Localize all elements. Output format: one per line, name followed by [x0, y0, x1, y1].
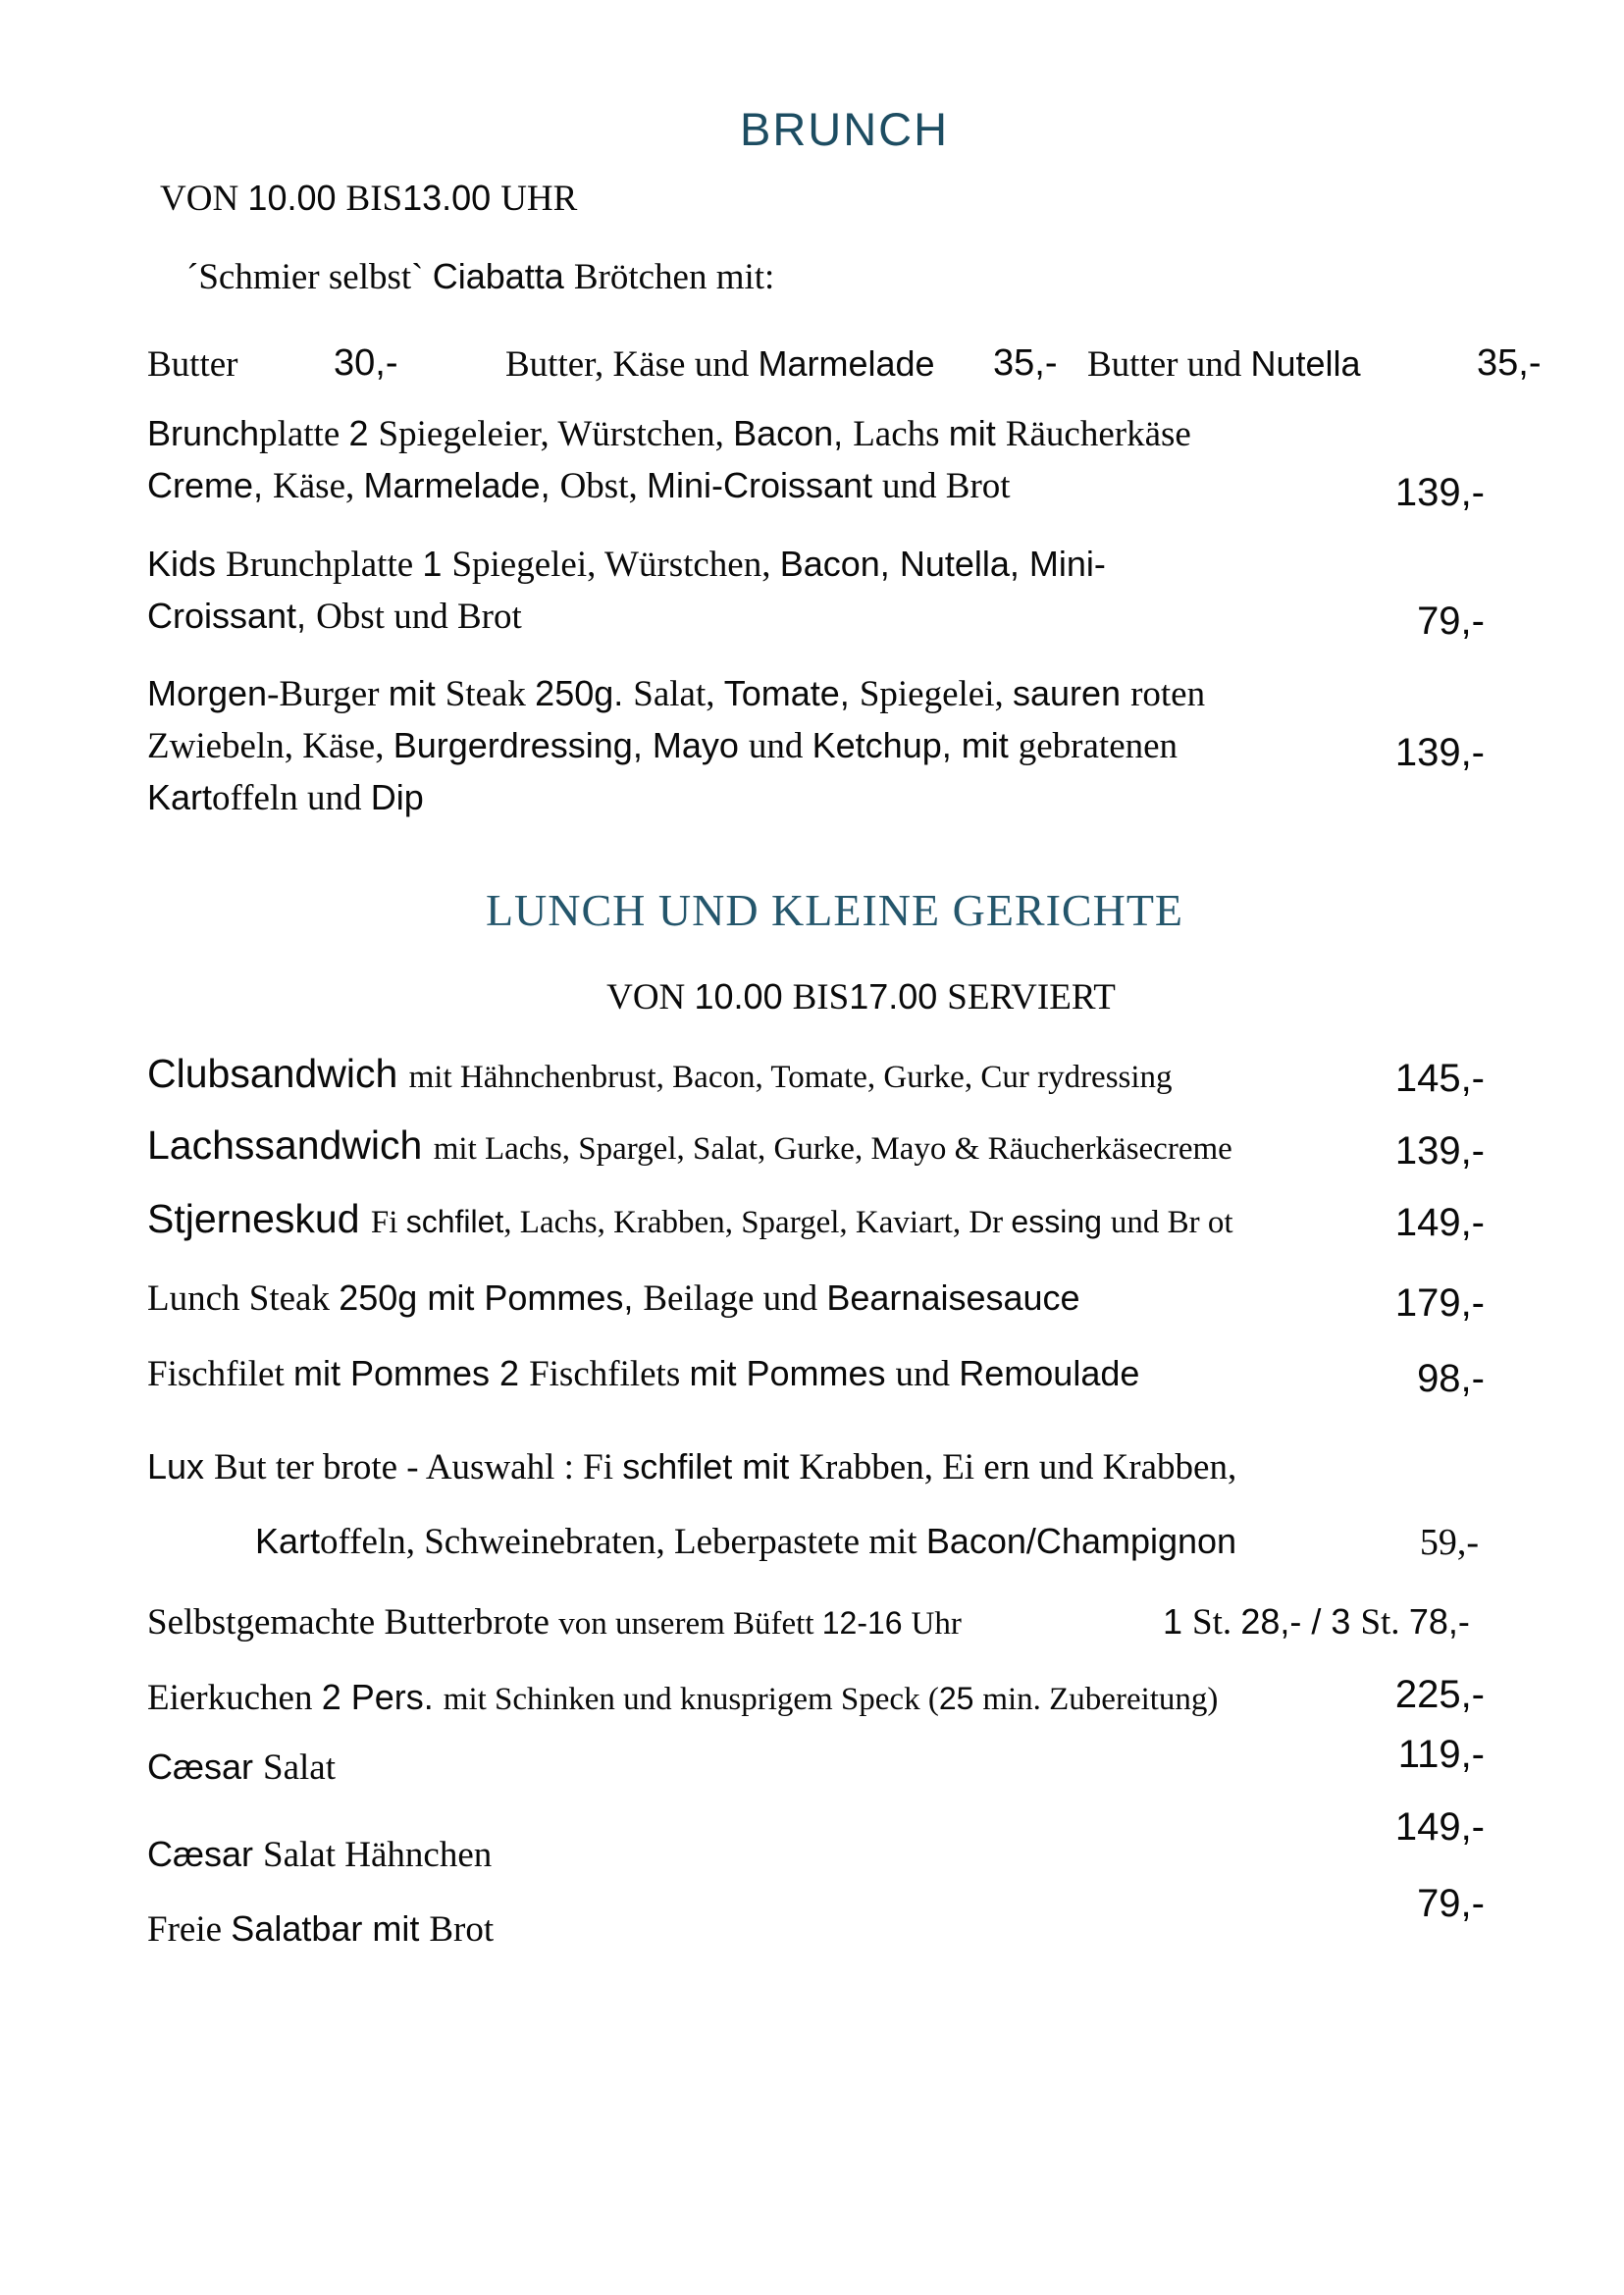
text-run: Croissant, [147, 596, 317, 636]
lunch-subtitle [49, 976, 1624, 1017]
text-run: 28,- / 3 [1240, 1601, 1361, 1642]
text-run: und Br ot [1110, 1205, 1233, 1240]
quick-item-price: 35,- [1477, 342, 1542, 384]
menu-item-line [147, 1353, 1140, 1394]
text-run: platte [259, 414, 349, 454]
menu-item-price [1163, 1601, 1470, 1643]
text-run: Stjerneskud [147, 1196, 371, 1241]
text-run: Salat [263, 1747, 337, 1788]
brunch-hours [160, 178, 578, 219]
text-run: Brunchplatte [226, 545, 423, 585]
menu-item-price: 149,- [1394, 1805, 1485, 1849]
text-run: schfilet mit [622, 1446, 800, 1487]
text-run: 250g. [535, 673, 634, 713]
text-run: Krabben, Ei ern und Krabben, [799, 1447, 1237, 1487]
text-run: Butter, Käse und [505, 344, 759, 385]
text-run: Salat, [633, 674, 724, 714]
text-run: Selbstgemachte Butterbrote [147, 1602, 559, 1643]
quick-item-price: 30,- [334, 342, 398, 384]
text-run: St. [1360, 1602, 1409, 1643]
text-run: But ter brote - Auswahl : Fi [214, 1447, 623, 1487]
menu-item-price: 119,- [1397, 1733, 1485, 1776]
text-run: Cæsar [147, 1747, 264, 1787]
menu-item-line [147, 544, 1106, 585]
menu-item-line [147, 1908, 495, 1950]
text-run: VON [606, 977, 695, 1017]
text-run: Räucherkäse [1005, 414, 1191, 454]
text-run: SERVIERT [947, 977, 1116, 1017]
quick-item-price: 35,- [993, 342, 1058, 384]
text-run: , Lachs, Krabben, Spargel, Kaviart, Dr [503, 1205, 1012, 1240]
text-run: Morgen [147, 673, 268, 713]
text-run: Steak [445, 674, 536, 714]
text-run: Fischfilets [529, 1354, 690, 1394]
text-run: schfilet [405, 1204, 504, 1239]
text-run: Obst und Brot [316, 597, 522, 637]
menu-item-price: 145,- [1394, 1057, 1485, 1100]
menu-item-price: 98,- [1417, 1357, 1485, 1400]
text-run: 25 [938, 1681, 983, 1716]
menu-item-price: 79,- [1417, 600, 1485, 643]
text-run: Remoulade [959, 1353, 1140, 1393]
text-run: essing [1011, 1204, 1111, 1239]
text-run: 2 Pers. [321, 1677, 444, 1717]
menu-item-price: 139,- [1394, 1129, 1485, 1173]
menu-item-price: 59,- [1419, 1522, 1479, 1563]
menu-item-line [147, 777, 424, 818]
text-run: mit Pommes 2 [293, 1353, 530, 1393]
menu-item-line [147, 1749, 336, 1786]
text-run: mit Pommes [689, 1353, 896, 1393]
text-run: Fi [370, 1205, 406, 1240]
menu-item-line [147, 1677, 1219, 1718]
text-run: -Burger [267, 674, 389, 714]
text-run: Lachssandwich [147, 1122, 434, 1168]
text-run: sauren [1013, 673, 1131, 713]
brunch-title: BRUNCH [739, 103, 950, 155]
text-run: Kids [147, 544, 227, 584]
text-run: mit Schinken und knusprigem Speck ( [443, 1682, 939, 1717]
text-run: min. Zubereitung) [982, 1682, 1219, 1717]
text-run: Bacon, Nutella, Mini- [779, 544, 1106, 584]
text-run: Nutella [1250, 343, 1361, 384]
text-run: Salat [263, 1835, 345, 1875]
text-run: Ciabatta [432, 256, 574, 296]
text-run: mit [961, 725, 1019, 765]
menu-item-line [147, 1122, 1232, 1168]
text-run: Mini-Croissant [646, 465, 883, 505]
menu-item-line [147, 1051, 1173, 1096]
menu-item-price: 79,- [1417, 1882, 1485, 1925]
menu-item-line [255, 1521, 1237, 1562]
text-run: Lunch Steak [147, 1278, 340, 1319]
text-run: Brötchen mit: [573, 257, 775, 297]
text-run: Eierkuchen [147, 1678, 322, 1718]
text-run: und [748, 726, 812, 766]
text-run: Lachs [853, 414, 949, 454]
quick-item-label [505, 343, 935, 385]
text-run: offeln und [212, 778, 371, 818]
text-run: mit [948, 413, 1006, 453]
menu-item-line [147, 1280, 1080, 1317]
text-run: Dip [370, 777, 424, 817]
text-run: 12-16 [821, 1605, 912, 1641]
menu-item-line [147, 673, 1206, 714]
text-run: Marmelade, [363, 465, 560, 505]
text-run: offeln, Schweinebraten, Leberpastete mit [320, 1522, 926, 1562]
text-run: Bacon/Champignon [925, 1521, 1237, 1561]
text-run: Tomate, [723, 673, 860, 713]
text-run: BIS [345, 179, 403, 219]
text-run: und Brot [882, 466, 1011, 506]
text-run: mit Pommes, [427, 1278, 644, 1318]
text-run: Kart [255, 1521, 321, 1561]
text-run: St. [1192, 1602, 1241, 1643]
menu-item-price: 149,- [1394, 1201, 1485, 1244]
text-run: 10.00 [694, 976, 793, 1017]
text-run: Spiegeleier, Würstchen, [378, 414, 734, 454]
text-run: roten [1130, 674, 1206, 714]
text-run: von unserem Büfett [558, 1606, 822, 1642]
text-run: VON [160, 179, 248, 219]
text-run: Hähnchen [344, 1835, 493, 1875]
text-run: Marmelade [758, 343, 935, 384]
text-run: Cæsar [147, 1834, 264, 1874]
lunch-title: LUNCH UND KLEINE GERICHTE [485, 885, 1184, 935]
text-run: Fischfilet [147, 1354, 294, 1394]
text-run: gebratenen [1018, 726, 1179, 766]
text-run: ´Schmier selbst` [186, 257, 433, 297]
text-run: Käse, [273, 466, 364, 506]
menu-item-line [147, 1446, 1237, 1487]
text-run: mit Lachs, Spargel, Salat, Gurke, Mayo & Räucherkäsecreme [433, 1131, 1232, 1167]
text-run: 1 [422, 544, 452, 584]
text-run: Freie [147, 1909, 232, 1950]
menu-item-price: 139,- [1394, 731, 1485, 774]
quick-item-label [147, 346, 237, 383]
menu-item-price: 139,- [1394, 471, 1485, 514]
menu-item-line [147, 1604, 962, 1641]
text-run: 78,- [1408, 1601, 1470, 1642]
text-run: mit Hähnchenbrust, Bacon, Tomate, Gurke, Cur rydressing [408, 1060, 1173, 1095]
text-run: 2 [348, 413, 379, 453]
text-run: Clubsandwich [147, 1051, 409, 1096]
text-run: BIS [792, 977, 850, 1017]
text-run: 17.00 [849, 976, 948, 1017]
text-run: Butter und [1087, 344, 1251, 385]
text-run: Burgerdressing, [393, 725, 653, 765]
menu-item-line [147, 596, 522, 637]
text-run: Lux [147, 1446, 215, 1487]
menu-item-line [147, 1196, 1233, 1241]
text-run: und [895, 1354, 960, 1394]
text-run: 250g [339, 1278, 428, 1318]
text-run: Salatbar mit [231, 1908, 430, 1949]
text-run: Bearnaisesauce [826, 1278, 1080, 1318]
text-run: Beilage und [643, 1278, 827, 1319]
text-run: Brunch [147, 413, 260, 453]
text-run: 10.00 [247, 178, 346, 218]
text-run: Mayo [652, 725, 749, 765]
menu-item-price: 179,- [1394, 1281, 1485, 1325]
menu-item-line [147, 413, 1191, 454]
text-run: Bacon, [733, 413, 854, 453]
quick-item-label [1087, 343, 1361, 385]
text-run: Ketchup, [812, 725, 962, 765]
brunch-intro [186, 256, 775, 297]
text-run: Brot [429, 1909, 495, 1950]
menu-item-line [147, 465, 1011, 506]
menu-item-price: 225,- [1394, 1673, 1485, 1716]
text-run: Butter [147, 344, 238, 385]
text-run: 13.00 [402, 178, 501, 218]
text-run: Zwiebeln, Käse, [147, 726, 393, 766]
menu-item-line [147, 725, 1179, 766]
text-run: Spiegelei, [859, 674, 1013, 714]
text-run: Creme, [147, 465, 274, 505]
text-run: 1 [1163, 1601, 1193, 1642]
text-run: UHR [500, 179, 578, 219]
text-run: mit [388, 673, 445, 713]
text-run: Uhr [911, 1606, 962, 1642]
menu-item-line [147, 1834, 493, 1875]
text-run: Obst, [559, 466, 647, 506]
text-run: Spiegelei, Würstchen, [451, 545, 780, 585]
text-run: Kart [147, 777, 213, 817]
